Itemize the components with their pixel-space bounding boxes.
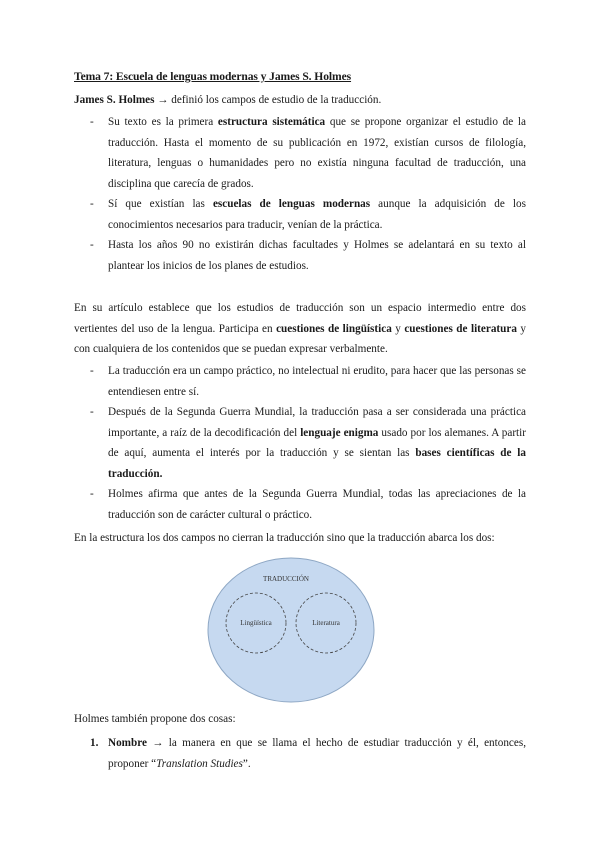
translation-diagram (206, 555, 376, 705)
intro-text: definió los campos de estudio de la traducción. (168, 94, 382, 106)
list-bold: estructura sistemática (217, 116, 326, 128)
para-bold: cuestiones de literatura (404, 322, 517, 335)
list-text: usado por los alemanes. A partir de aquí, aumenta el interés por la traducción y se sientan las (108, 426, 527, 459)
arrow: → (146, 737, 169, 749)
dash-marker: - (90, 239, 94, 251)
list-text: Holmes afirma que antes de la Segunda Guerra Mundial, todas las apreciaciones de la traducción son de carácter cultural o práctico. (108, 488, 526, 521)
list-bold: lenguaje enigma (300, 426, 379, 439)
item-body (74, 733, 526, 774)
author-name: James S. Holmes (74, 94, 155, 106)
traduccion-label: TRADUCCIÓN (263, 575, 309, 583)
item-bold: Nombre (108, 737, 147, 749)
bullet-list-2 (74, 361, 526, 525)
list-item (74, 402, 526, 484)
para-bold: cuestiones de lingüística (276, 322, 392, 335)
item-text: la manera en que se llama el hecho de estudiar traducción y él, entonces, proponer “ (108, 737, 527, 770)
dash-marker: - (90, 365, 94, 377)
list-item (74, 112, 526, 194)
para-text: y (391, 322, 405, 335)
list-bold: escuelas de lenguas modernas (212, 198, 371, 210)
numbered-item (74, 733, 526, 774)
list-text: La traducción era un campo práctico, no intelectual ni erudito, para hacer que las personas se entendiesen entre sí. (108, 365, 526, 398)
list-text: Sí que existían las (108, 198, 213, 210)
literatura-label: Literatura (312, 619, 340, 627)
bullet-list-1 (74, 112, 526, 276)
arrow: → (157, 94, 169, 106)
list-item (74, 194, 526, 235)
list-item (74, 484, 526, 525)
dash-marker: - (90, 116, 94, 128)
page-title: Tema 7: Escuela de lenguas modernas y James S. Holmes (74, 70, 352, 83)
dash-marker: - (90, 406, 94, 418)
list-item (74, 235, 526, 276)
dash-marker: - (90, 488, 94, 500)
para-text: En su artículo establece que los estudios de traducción son un espacio intermedio entre dos vertientes del uso de la lengua. Participa en (74, 302, 526, 335)
list-text: Después de la Segunda Guerra Mundial, la traducción pasa a ser considerada una práctica importante, a raíz de la decodificación del (108, 406, 526, 439)
paragraph-4: Holmes también propone dos cosas: (74, 713, 236, 725)
list-text: aunque la adquisición de los conocimientos necesarios para traducir, venían de la práctica. (108, 198, 526, 231)
paragraph-3: En la estructura los dos campos no cierran la traducción sino que la traducción abarca los dos: (74, 532, 495, 544)
linguistica-label: Lingüística (240, 619, 272, 627)
list-bold: bases científicas de la traducción. (108, 447, 526, 480)
dash-marker: - (90, 198, 94, 210)
list-item (74, 361, 526, 402)
item-number: 1. (90, 737, 99, 749)
list-text: que se propone organizar el estudio de la traducción. Hasta el momento de su publicación en 1972, existían cursos de filología, literatura, lenguas o humanidades pero no existía ninguna facultad de traducción, una disciplina que carecía de grados. (108, 116, 526, 190)
intro-line (74, 94, 381, 106)
para-text: y con cualquiera de los contenidos que se puedan expresar verbalmente. (74, 322, 527, 355)
item-text: ”. (242, 757, 251, 770)
list-text: Su texto es la primera (108, 116, 218, 128)
list-text: Hasta los años 90 no existirán dichas facultades y Holmes se adelantará en su texto al plantear los inicios de los planes de estudios. (108, 239, 526, 272)
paragraph-2 (74, 298, 526, 360)
item-italic: Translation Studies (156, 757, 243, 770)
